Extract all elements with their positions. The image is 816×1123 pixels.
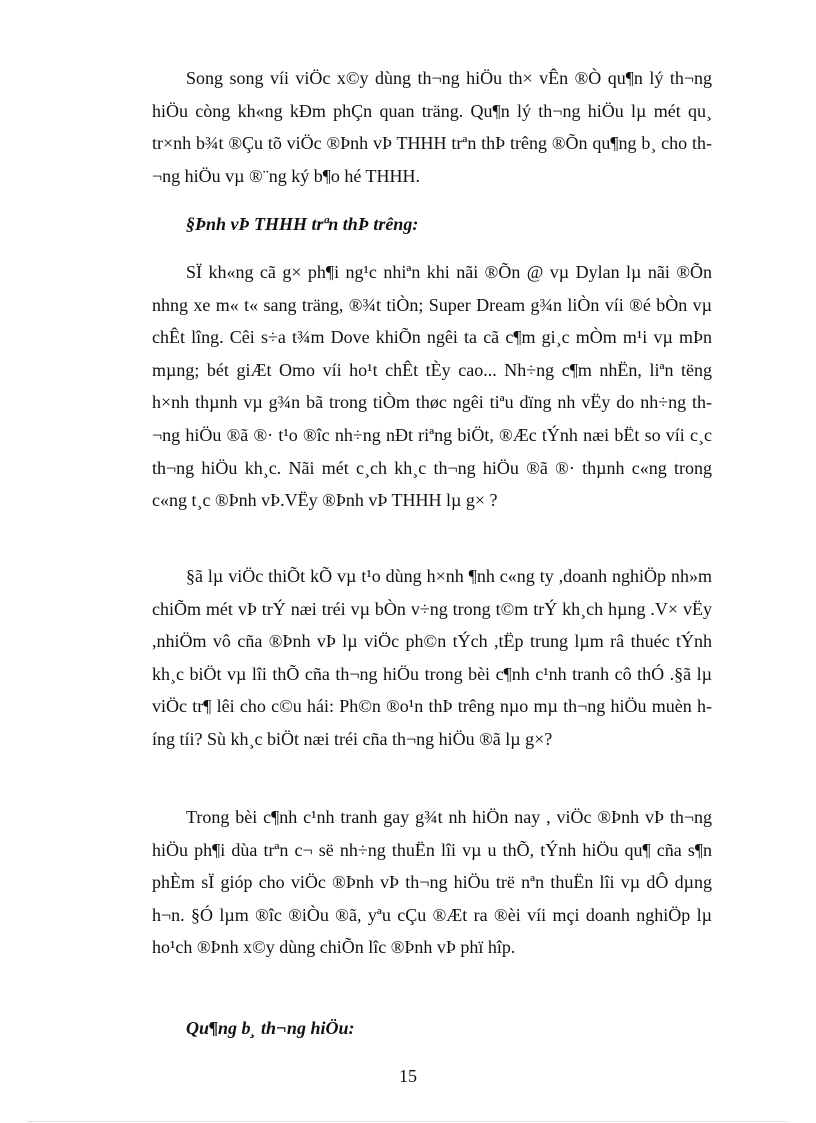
page-bottom-divider xyxy=(28,1121,788,1122)
section-heading-promotion: Qu¶ng b¸ th¬ng hiÖu: xyxy=(186,1018,355,1038)
section-heading-positioning: §Þnh vÞ THHH trªn thÞ trêng: xyxy=(186,214,419,234)
paragraph-competitive-context: Trong bèi c¶nh c¹nh tranh gay g¾t nh hiÖn nay , viÖc ®Þnh vÞ th¬ng hiÖu ph¶i dùa trªn c¬ së nh÷ng thuËn lîi vµ u thÕ, tÝnh hiÖu qu¶ cña s¶n phÈm sÏ gióp cho viÖc ®Þnh vÞ th¬ng hiÖu trë nªn thuËn lîi vµ dÔ dµng h¬n. §Ó lµm ®îc ®iÒu ®ã, yªu cÇu ®Æt ra ®èi víi mçi doanh nghiÖp lµ ho¹ch ®Þnh x©y dùng chiÕn lîc ®Þnh vÞ phï hîp. xyxy=(152,807,712,958)
paragraph-brand-management: Song song víi viÖc x©y dùng th¬ng hiÖu th× vÊn ®Ò qu¶n lý th¬ng hiÖu còng kh«ng kÐm phÇn quan träng. Qu¶n lý th¬ng hiÖu lµ mét qu¸ tr×nh b¾t ®Çu tõ viÖc ®Þnh vÞ THHH trªn thÞ trêng ®Õn qu¶ng b¸ cho th¬ng hiÖu vµ ®¨ng ký b¶o hé THHH. xyxy=(152,68,712,186)
paragraph-brand-examples: SÏ kh«ng cã g× ph¶i ng¹c nhiªn khi nãi ®Õn @ vµ Dylan lµ nãi ®Õn nhng xe m« t« sang träng, ®¾t tiÒn; Super Dream g¾n liÒn víi ®é bÒn vµ chÊt lîng. Cêi s÷a t¾m Dove khiÕn ngêi ta cã c¶m gi¸c mÒm m¹i vµ mÞn mµng; bét giÆt Omo víi ho¹t chÊt tÈy cao... Nh÷ng c¶m nhËn, liªn tëng h×nh thµnh vµ g¾n bã trong tiÒm thøc ngêi tiªu dïng nh vËy do nh÷ng th¬ng hiÖu ®ã ®· t¹o ®îc nh÷ng nÐt riªng biÖt, ®Æc tÝnh næi bËt so víi c¸c th¬ng hiÖu kh¸c. Nãi mét c¸ch kh¸c th¬ng hiÖu ®ã ®· thµnh c«ng trong c«ng t¸c ®Þnh vÞ.VËy ®Þnh vÞ THHH lµ g× ? xyxy=(152,262,712,511)
page-number: 15 xyxy=(399,1066,417,1086)
paragraph-positioning-definition: §ã lµ viÖc thiÕt kÕ vµ t¹o dùng h×nh ¶nh c«ng ty ,doanh nghiÖp nh»m chiÕm mét vÞ trÝ næi tréi vµ bÒn v÷ng trong t©m trÝ kh¸ch hµng .V× vËy ,nhiÖm vô cña ®Þnh vÞ lµ viÖc ph©n tÝch ,tËp trung lµm râ thuéc tÝnh kh¸c biÖt vµ lîi thÕ cña th¬ng hiÖu trong bèi c¶nh c¹nh tranh cô thÓ .§ã lµ viÖc tr¶ lêi cho c©u hái: Ph©n ®o¹n thÞ trêng nµo mµ th¬ng hiÖu muèn híng tíi? Sù kh¸c biÖt næi tréi cña th¬ng hiÖu ®ã lµ g×? xyxy=(152,566,712,749)
